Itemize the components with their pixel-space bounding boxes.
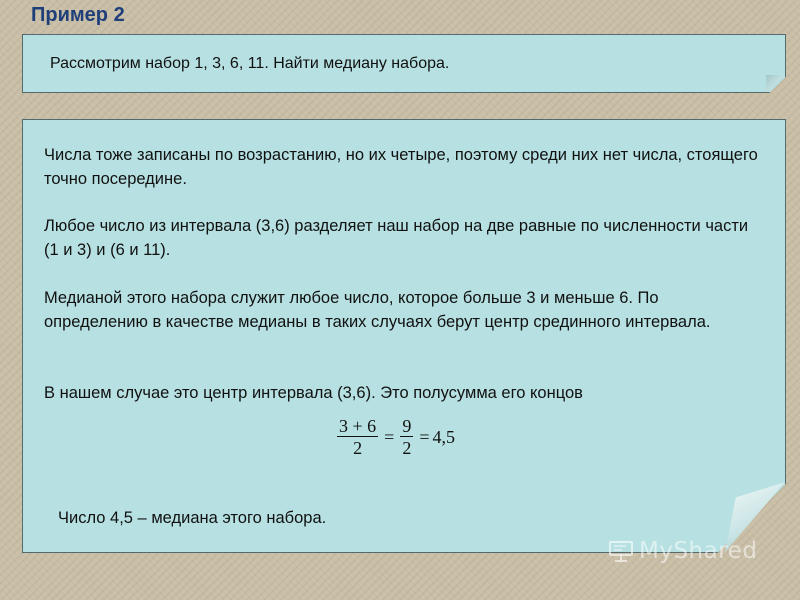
watermark-text: MyShared <box>639 538 758 564</box>
formula-result: 4,5 <box>432 427 455 447</box>
median-formula <box>334 416 455 459</box>
presentation-board-icon <box>608 540 634 562</box>
fraction-simplified-denominator: 2 <box>402 438 412 458</box>
solution-paragraph-3: Медианой этого набора служит любое число, которое больше 3 и меньше 6. По определению в качестве медианы в таких случаях берут центр срединного интервала. <box>44 289 711 331</box>
slide-title: Пример 2 <box>31 4 125 26</box>
conclusion-text: Число 4,5 – медиана этого набора. <box>58 509 327 527</box>
fraction-sum-denominator: 2 <box>353 438 363 458</box>
fraction-sum <box>337 416 378 459</box>
fraction-simplified-numerator: 9 <box>402 416 412 436</box>
solution-paragraph-4: В нашем случае это центр интервала (3,6). Это полусумма его концов <box>44 384 583 402</box>
watermark <box>608 538 757 564</box>
equals-sign: = <box>419 427 430 447</box>
fraction-simplified <box>400 416 413 459</box>
task-text: Рассмотрим набор 1, 3, 6, 11. Найти медиану набора. <box>50 55 450 72</box>
fraction-sum-numerator: 3 + 6 <box>339 416 377 436</box>
solution-paragraph-2: Любое число из интервала (3,6) разделяет наш набор на две равные по численности части (1 и 3) и (6 и 11). <box>44 217 749 259</box>
solution-paragraph-1: Числа тоже записаны по возрастанию, но их четыре, поэтому среди них нет числа, стоящего точно посередине. <box>44 146 758 188</box>
equals-sign: = <box>384 427 395 447</box>
